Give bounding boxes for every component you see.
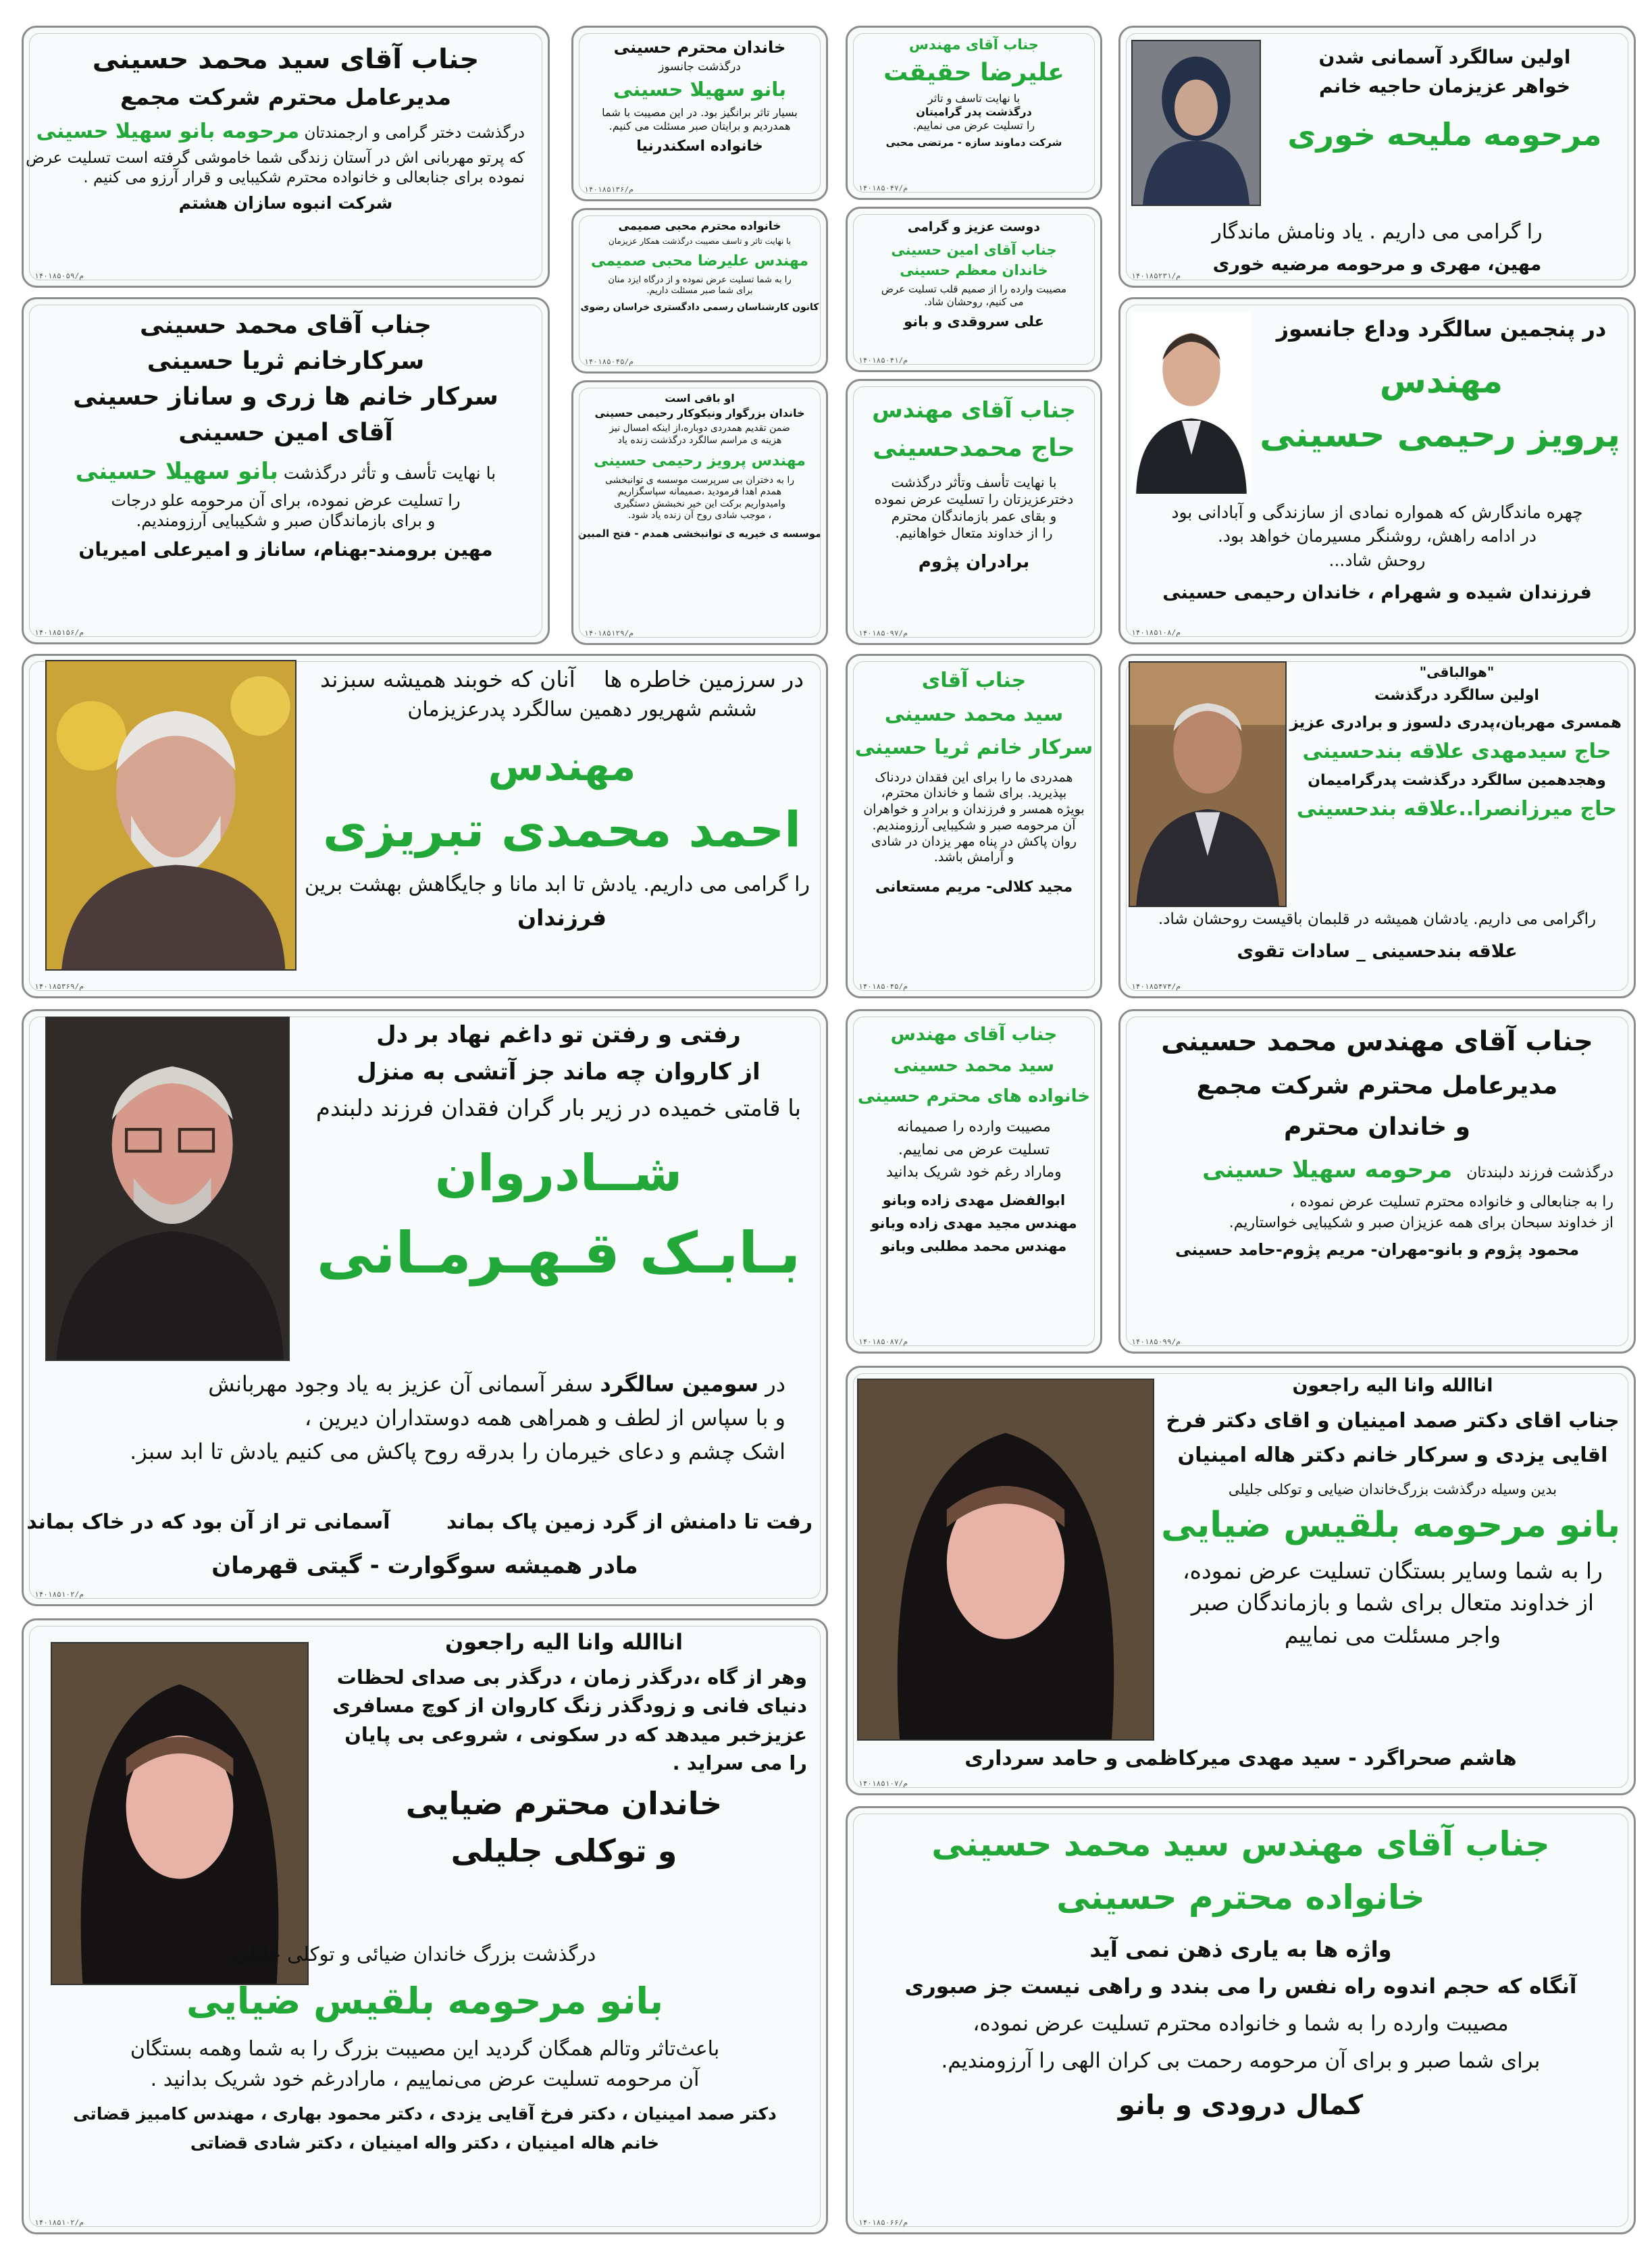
ad-sarvghadi [846, 207, 1102, 372]
deceased-name: بانو سهیلا حسینی [75, 458, 278, 485]
ad-code: ۱۴۰۱۸۵۴۷۴/م [1131, 982, 1181, 991]
ad-text: ششم شهریور دهمین سالگرد پدرعزیزمان [407, 698, 757, 722]
ad-title: دوست عزیز و گرامی [907, 220, 1041, 234]
ad-text: هزینه ی مراسم سالگرد درگذشت زنده یاد [617, 434, 782, 446]
ad-signature: خانواده اسکندرنیا [636, 137, 763, 155]
ad-text: با نهایت تاثر و تاسف مصیبت درگذشت همکار عزیزمان [608, 236, 792, 247]
ad-title: در پنجمین سالگرد وداع جانسوز [1276, 316, 1607, 342]
ad-signature: ابوالفضل مهدی زاده وبانو [882, 1191, 1066, 1208]
ad-signature: شرکت دماوند سازه - مرتضی محبی [885, 136, 1062, 149]
addressee-name: خانواده محترم حسینی [1056, 1877, 1425, 1917]
ad-title: جناب آقای سید محمد حسینی [92, 44, 480, 75]
ad-text: روحش شاد... [1328, 550, 1426, 570]
ad-hosseini-anbouh [22, 26, 550, 288]
deceased-name: مرحومه بانو سهیلا حسینی [36, 120, 300, 144]
ad-signature: کمال درودی و بانو [1118, 2090, 1364, 2122]
ad-code: ۱۴۰۱۸۵۳۶۹/م [34, 982, 84, 991]
title-engineer: مهندس [488, 742, 636, 790]
deceased-name: حاج سیدمهدی علاقه بندحسینی [1302, 740, 1611, 764]
ad-title: اناالله وانا الیه راجعون [444, 1629, 683, 1655]
ad-text: درگذشت پدر گرامیتان [916, 105, 1032, 119]
ad-text: و با سپاس از لطف و همراهی همه دوستداران دیرین ، [304, 1405, 785, 1431]
ad-text: همدردی ما را برای این فقدان دردناک [875, 769, 1073, 785]
ad-code: ۱۴۰۱۸۵۰۴۷/م [858, 184, 908, 193]
ad-text: از خداوند متعال برای شما و بازماندگان صبر [1191, 1589, 1595, 1616]
ad-text: بدین وسیله درگذشت بزرگ‌خاندان ضیایی و توکلی جلیلی [1228, 1481, 1557, 1497]
addressee-name: علیرضا حقیقت [883, 59, 1064, 87]
ad-text: با نهایت تأسف و تأثر درگذشت [283, 463, 496, 483]
ad-text: و برای بازماندگان صبر و شکیبایی آرزومندیم. [136, 511, 436, 530]
ad-text: را تسلیت عرض نموده، برای آن مرحومه علو درجات [111, 490, 461, 510]
ad-text: نموده برای جنابعالی و خانواده محترم شکیبایی و قرار آرزو می کنیم . [83, 168, 525, 186]
ad-code: ۱۴۰۱۸۵۰۵۹/م [34, 272, 84, 280]
ad-code: ۱۴۰۱۸۵۰۴۱/م [858, 356, 908, 365]
ad-text: در ادامه راهش، روشنگر مسیرمان خواهد بود. [1217, 526, 1537, 546]
ad-text: مصیبت وارده را به شما و خانواده محترم تسلیت عرض نموده، [973, 2011, 1509, 2036]
ad-code: ۱۴۰۱۸۵۰۶۶/م [858, 2218, 908, 2227]
deceased-name: پرویز رحیمی حسینی [1260, 414, 1620, 455]
deceased-name: احمد محمدی تبریزی [323, 800, 801, 858]
ad-text: دنیای فانی و زودگذر زنگ کاروان از کوچ مسافری [332, 1694, 807, 1718]
ad-malihe-khouri [1118, 26, 1636, 288]
ad-signature: فرزندان شیده و شهرام ، خاندان رحیمی حسینی [1162, 582, 1592, 603]
ad-text: را به شما تسلیت عرض نموده و از درگاه ایزد منان [608, 274, 792, 285]
addressee-name: خاندان معظم حسینی [900, 262, 1048, 278]
ad-title: خواهر عزیزمان حاجیه خانم [1318, 75, 1571, 97]
ad-title: خانواده محترم محبی صمیمی [618, 220, 781, 233]
title-engineer: مهندس [1379, 361, 1503, 401]
ad-code: ۱۴۰۱۸۵۱۵۶/م [34, 628, 84, 637]
ad-text: را می سراید . [672, 1751, 807, 1774]
ad-hosseini-boroumand [22, 297, 550, 644]
ad-signature: شرکت انبوه سازان هشتم [178, 193, 393, 213]
ad-signature: کانون کارشناسان رسمی دادگستری خراسان رضوی [580, 302, 819, 313]
ad-text: اشک چشم و دعای خیرمان را بدرقه روح پاکش می کنیم یادش تا ابد سبز. [130, 1439, 785, 1464]
portrait-photo [45, 1017, 290, 1361]
deceased-name: مرحومه سهیلا حسینی [1202, 1156, 1453, 1183]
ad-text: مصیبت وارده را از صمیم قلب تسلیت عرض [881, 283, 1067, 296]
ad-code: ۱۴۰۱۸۵۰۴۵/م [584, 357, 634, 366]
ad-title: جناب آقای مهندس سید محمد حسینی [931, 1824, 1550, 1864]
ad-subtitle: مدیرعامل محترم شرکت مجمع [1196, 1072, 1558, 1100]
ad-doroudi [846, 1806, 1636, 2234]
portrait-photo [51, 1642, 309, 1985]
ad-signature: هاشم صحراگرد - سید مهدی میرکاظمی و حامد سرداری [964, 1747, 1517, 1770]
ad-text: واژه ها به یاری ذهن نمی آید [1089, 1936, 1392, 1962]
ad-belghis-ziaee-2 [22, 1618, 828, 2234]
ad-code: ۱۴۰۱۸۵۰۴۵/م [858, 982, 908, 991]
ad-text: با قامتی خمیده در زیر بار گران فقدان فرزند دلبندم [315, 1095, 802, 1122]
ad-title: سرکارخانم ثریا حسینی [147, 347, 425, 375]
ad-text: را گرامی می داریم . یاد ونامش ماندگار [1212, 220, 1543, 244]
ad-text: ضمن تقدیم همدردی دوباره،از اینکه امسال نیز [609, 423, 790, 434]
ad-code: ۱۴۰۱۸۵۱۰۲/م [34, 1590, 84, 1599]
ad-text: بپذیرید. برای شما و خاندان محترم، [881, 786, 1067, 801]
ad-title: خاندان بزرگوار ونیکوکار رحیمی حسینی [594, 407, 805, 419]
ad-text: درگذشت فرزند دلبندتان [1466, 1164, 1614, 1181]
ad-subtitle: و خاندان محترم [1284, 1113, 1470, 1141]
ad-code: ۱۴۰۱۸۵۱۲۹/م [584, 629, 634, 638]
ad-text: برای شما صبر و برای آن مرحومه رحمت بی کران الهی را آرزومندیم. [941, 2048, 1541, 2073]
deceased-name: بـابـک قـهـرمـانی [316, 1220, 801, 1286]
ad-text: وهجدهمین سالگرد درگذشت پدرگرامیمان [1308, 771, 1606, 789]
ad-text: را به شما وسایر بستگان تسلیت عرض نموده، [1183, 1558, 1603, 1584]
addressee-name: خانواده های محترم حسینی [857, 1085, 1091, 1106]
ad-signature: مهندس محمد مطلبی وبانو [881, 1238, 1067, 1254]
ad-title: آقای امین حسینی [178, 419, 393, 446]
ad-text: عزیزخبر میدهد که در سکونی ، شروعی بی پایان [344, 1722, 807, 1746]
ad-title: اناالله وانا الیه راجعون [1292, 1375, 1493, 1396]
ad-signature: مادر همیشه سوگوارت - گیتی قهرمان [211, 1551, 638, 1579]
ad-code: ۱۴۰۱۸۵۱۰۸/م [1131, 628, 1181, 637]
ad-alagheband [1118, 654, 1636, 998]
ad-text: واجر مسئلت می نماییم [1284, 1621, 1501, 1648]
ad-title: اولین سالگرد آسمانی شدن [1318, 46, 1571, 68]
ad-pazhoum-brothers [846, 379, 1102, 645]
ad-pazhoum-family [1118, 1009, 1636, 1354]
ad-text: را تسلیت عرض می نماییم. [912, 119, 1035, 132]
portrait-photo [1131, 311, 1251, 494]
ad-haghighat [846, 26, 1102, 200]
ad-text: بویژه همسر و فرزندان و برادر و خواهران [863, 802, 1085, 817]
ad-title: سرکار خانم ها زری و ساناز حسینی [73, 383, 498, 411]
ad-text: را گرامی می داریم. یادش تا ابد مانا و جایگاهش بهشت برین [305, 872, 810, 896]
ad-code: ۱۴۰۱۸۵۰۹۷/م [858, 629, 908, 638]
deceased-name: بانو مرحومه بلقیس ضیایی [186, 1980, 664, 2023]
poem-line: از کاروان چه ماند جز آتشی به منزل [357, 1058, 760, 1085]
ad-text: تسلیت عرض می نماییم. [898, 1141, 1050, 1158]
ad-signature: خانم هاله امینیان ، دکتر واله امینیان ، دکتر شادی قضاتی [190, 2133, 660, 2153]
addressee-name: سرکار خانم ثریا حسینی [854, 736, 1093, 759]
ad-code: ۱۴۰۱۸۵۰۹۹/م [1131, 1337, 1181, 1346]
ad-signature: علاقه بندحسینی _ سادات تقوی [1237, 940, 1518, 962]
ad-text: درگذشت بزرگ خاندان ضیائی و توکلی جلیلی [233, 1943, 596, 1966]
ad-text: از خداوند سبحان برای همه عزیزان صبر و شکیبایی خواستاریم. [1229, 1214, 1614, 1231]
ad-eskandarnia [571, 26, 828, 201]
addressee-name: سید محمد حسینی [884, 702, 1064, 726]
poem-line: رفت تا دامنش از گرد زمین پاک بماند [446, 1510, 812, 1534]
deceased-name: مرحومه ملیحه خوری [1287, 116, 1602, 153]
ad-text: برای شما صبر مسئلت داریم. [646, 286, 753, 296]
portrait-photo [45, 660, 296, 971]
addressee-name: سید محمد حسینی [893, 1054, 1055, 1076]
poem-line: رفتی و رفتن تو داغم نهاد بر دل [376, 1021, 741, 1048]
portrait-photo [1129, 661, 1287, 907]
ad-text-bold: سومین سالگرد [600, 1371, 759, 1397]
ad-code: ۱۴۰۱۸۵۰۸۷/م [858, 1337, 908, 1346]
ad-title: جناب آقای مهندس [890, 1024, 1058, 1045]
ad-text: را به دختران بی سرپرست موسسه ی توانبخشی [604, 474, 795, 486]
ad-signature: مهین برومند-بهنام، ساناز و امیرعلی امیریان [78, 538, 493, 561]
ad-signature: موسسه ی خیریه ی توانبخشی همدم - فتح المبین [577, 527, 822, 540]
addressee-name: و توکلی جلیلی [450, 1832, 677, 1869]
addressee-name: جناب اقای دکتر صمد امینیان و اقای دکتر فرخ [1166, 1408, 1620, 1433]
ad-signature: مهین، مهری و مرحومه مرضیه خوری [1212, 253, 1542, 275]
ad-code: ۱۴۰۱۸۵۱۰۷/م [858, 1779, 908, 1788]
ad-code: ۱۴۰۱۸۵۱۳۶/م [584, 185, 634, 194]
ad-text: آن مرحومه تسلیت عرض می‌نماییم ، مارادرغم خود شریک بدانید . [150, 2068, 700, 2092]
ad-text: را از خداوند متعال خواهانیم. [895, 525, 1053, 542]
ad-text: با نهایت تأسف وتأثر درگذشت [891, 474, 1057, 491]
ad-text: آن مرحومه صبر و شکیبایی آرزومندیم. [872, 817, 1076, 833]
ad-signature: علی سروقدی و بانو [904, 313, 1044, 330]
ad-kalali [846, 654, 1102, 998]
ad-mohebbi-samimi [571, 208, 828, 374]
ad-text: آنان که خوبند همیشه سبزند [319, 666, 575, 692]
addressee-name: خاندان محترم ضیایی [405, 1785, 723, 1822]
ad-title: جناب آقای مهندس [872, 396, 1076, 423]
addressee-name: حاج محمدحسینی [873, 434, 1075, 463]
ad-subtitle: مدیرعامل محترم شرکت مجمع [120, 84, 452, 110]
portrait-photo [1131, 40, 1261, 206]
ad-text: همدردیم و برایتان صبر مسئلت می کنیم. [609, 119, 791, 132]
ad-text: در سرزمین خاطره ها [603, 666, 804, 692]
ad-text: سفر آسمانی آن عزیز به یاد وجود مهربانش [208, 1371, 594, 1397]
poem-line: آسمانی تر از آن بود که در خاک بماند [26, 1510, 390, 1534]
ad-text: ، موجب شادی روح آن زنده یاد شود. [627, 510, 772, 521]
ad-mahdizadeh [846, 1009, 1102, 1354]
ad-text: همدم اهدا فرمودید ،صمیمانه سپاسگزاریم [617, 486, 782, 497]
ad-text: وامیدواریم برکت این خیر نخبشش دستگیری [613, 498, 785, 509]
deceased-name: حاج میرزانصرا..علاقه بندحسینی [1297, 797, 1617, 821]
ad-signature: مجید کلالی- مریم مستعانی [875, 879, 1073, 896]
ad-signature: برادران پژوم [918, 552, 1030, 573]
deceased-name: مهندس علیرضا محبی صمیمی [590, 253, 809, 270]
ad-title: جناب آقای مهندس محمد حسینی [1161, 1026, 1593, 1057]
ad-text: بسیار تاثر برانگیز بود. در این مصیبت با شما [602, 105, 798, 119]
ad-signature: مهندس مجید مهدی زاده وبانو [871, 1214, 1077, 1231]
ad-parviz-rahimi [1118, 297, 1636, 644]
ad-text: می کنیم، روحشان شاد. [924, 296, 1024, 308]
ad-code: ۱۴۰۱۸۵۲۳۱/م [1131, 272, 1181, 280]
ad-text: با نهایت تاسف و تاثر [927, 92, 1021, 105]
ad-text: وماراد رغم خود شریک بدانید [886, 1164, 1062, 1181]
ad-text: آنگاه که حجم اندوه راه نفس را می بندد و راهی نیست جز صبوری [904, 1974, 1577, 1999]
title-late: شــادروان [434, 1144, 683, 1202]
ad-text: مصیبت وارده را صمیمانه [897, 1119, 1051, 1135]
ad-title: جناب آقای مهندس [909, 36, 1039, 53]
ad-title: او باقی است [665, 392, 735, 405]
ad-text: چهره ماندگارش که همواره نمادی از سازندگی و آبادانی بود [1171, 503, 1583, 522]
ad-title: "هوالباقی" [1419, 664, 1495, 680]
ad-text: درگذشت جانسوز [659, 60, 741, 74]
portrait-photo [857, 1379, 1154, 1741]
ad-text: همسری مهربان،پدری دلسوز و برادری عزیز [1289, 713, 1622, 732]
ad-text: که پرتو مهربانی اش در آستان زندگی شما خاموشی گرفته است تسلیت عرض [26, 149, 525, 167]
ad-text: راگرامی می داریم. یادشان همیشه در قلبمان باقیست روحشان شاد. [1158, 910, 1597, 928]
ad-signature: فرزندان [517, 904, 607, 931]
deceased-name: مهندس پرویز رحیمی حسینی [594, 453, 806, 469]
ad-text: درگذشت دختر گرامی و ارجمندتان [304, 124, 525, 143]
ad-text: باعث‌تاثر وتالم همگان گردید این مصیبت بزرگ را به شما وهمه بستگان [130, 2036, 720, 2061]
ad-text: دخترعزیزتان را تسلیت عرض نموده [874, 491, 1074, 508]
ad-signature: دکتر صمد امینیان ، دکتر فرخ آقایی یزدی ، دکتر محمود بهاری ، مهندس کامبیز قضاتی [73, 2103, 777, 2124]
ad-title: اولین سالگرد درگذشت [1374, 687, 1539, 704]
addressee-name: جناب آقای امین حسینی [891, 241, 1057, 258]
ad-title: جناب آقای [921, 669, 1027, 692]
ad-text: و آرامش باشد. [933, 850, 1014, 865]
ad-belghis-ziaee-1 [846, 1366, 1636, 1795]
ad-hamdam-charity [571, 380, 828, 645]
addressee-name: اقایی یزدی و سرکار خانم دکتر هاله امینیان [1177, 1443, 1608, 1468]
deceased-name: بانو مرحومه بلقیس ضیایی [1161, 1505, 1620, 1545]
ad-ahmad-tabrizi [22, 654, 828, 998]
ad-babak-ghahremani [22, 1009, 828, 1606]
deceased-name: بانو سهیلا حسینی [613, 78, 786, 101]
ad-text: و بقای عمر بازماندگان محترم [891, 508, 1057, 525]
ad-title: خاندان محترم حسینی [613, 38, 786, 57]
ad-code: ۱۴۰۱۸۵۱۰۲/م [34, 2218, 84, 2227]
ad-signature: محمود پژوم و بانو-مهران- مریم پژوم-حامد حسینی [1175, 1239, 1580, 1259]
ad-text: روان پاکش در پناه مهر یزدان در شادی [871, 833, 1077, 849]
ad-title: جناب آقای محمد حسینی [140, 311, 432, 339]
ad-text: در [765, 1371, 785, 1397]
ad-text: را به جنابعالی و خانواده محترم تسلیت عرض نموده ، [1289, 1193, 1614, 1210]
ad-text: وهر از گاه ،درگذر زمان ، درگذر بی صدای لحظات [336, 1666, 807, 1689]
